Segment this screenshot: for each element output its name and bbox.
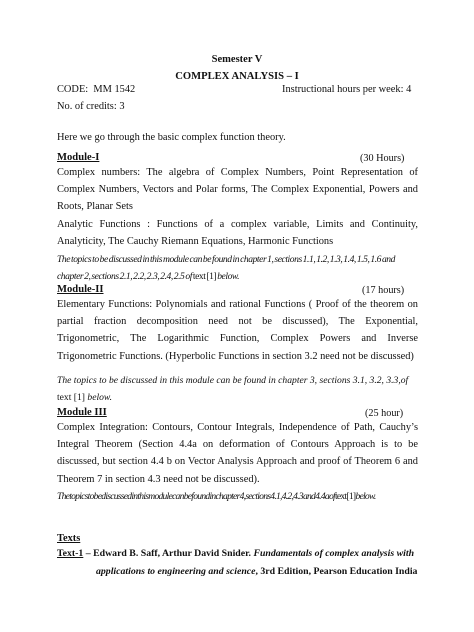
module-3-text-ref: text [1] (335, 491, 356, 502)
module-1-text-ref: text [1] (192, 271, 217, 283)
credits: No. of credits: 3 (57, 101, 125, 112)
module-2-hours: (17 hours) (362, 285, 405, 296)
module-1-topics-end: below. (217, 271, 240, 283)
text-1-title: Fundamentals of complex analysis with applications to engineering and science (96, 548, 415, 577)
module-3-topics-text: The topics to be discussed in this module can be found in chapter 4, sections 4.1, 4.2, 4.3 and 4.4a of (57, 491, 335, 502)
module-1-topics-text: The topics to be discussed in this module can be found in chapter 1, sections 1.1, 1.2, 1.3, 1.4, 1.5, 1.6 and chapter 2, sections 2.1, 2.2, 2.3, 2.4, 2.5 of (57, 254, 395, 283)
module-2-topics-text: The topics to be discussed in this module can be found in chapter 3, sections 3.1, 3.2, 3.3,of (57, 375, 409, 386)
module-2-text-ref: text [1] (57, 392, 85, 404)
text-1-label: Text-1 (57, 548, 84, 559)
module-3-heading: Module III (57, 407, 107, 418)
module-2-heading: Module-II (57, 284, 104, 295)
semester-label: Semester V (211, 54, 263, 65)
text-1-authors: Edward B. Saff, Arthur David Snider. (93, 548, 251, 559)
course-code (57, 81, 135, 98)
module-1-paragraph-2: Analytic Functions : Functions of a complex variable, Limits and Continuity, Analyticity, The Cauchy Riemann Equations, Harmonic Functions (57, 219, 418, 248)
intro-text: Here we go through the basic complex function theory. (57, 132, 286, 143)
instructional-hours: Instructional hours per week: 4 (282, 84, 412, 95)
module-3-topics-end: below. (355, 491, 376, 502)
text-1-dash: – (83, 548, 94, 559)
module-3-paragraph-1: Complex Integration: Contours, Contour Integrals, Independence of Path, Cauchy’s Integral Theorem (Section 4.4a on deformation of Contours Approach is to be discussed, but section 4.4 b on Vector Analysis Approach and proof of Theorem 6 and Theorem 7 in section 4.3 need not be discussed). (57, 422, 418, 485)
module-1-heading: Module-I (57, 152, 100, 163)
module-1-paragraph-1: Complex numbers: The algebra of Complex Numbers, Point Representation of Complex Numbers, Vectors and Polar forms, The Complex Exponential, Powers and Roots, Planar Sets (57, 167, 418, 213)
code-value: MM 1542 (93, 84, 136, 95)
module-2-paragraph-1: Elementary Functions: Polynomials and rational Functions ( Proof of the theorem on partial fraction decomposition need not be discussed), The Exponential, Trigonometric, The Logarithmic Function, Complex Powers and Inverse Trigonometric Functions. (Hyperbolic Functions in section 3.2 need not be discussed) (57, 299, 418, 362)
code-label: CODE: (57, 84, 89, 95)
course-title: COMPLEX ANALYSIS – I (175, 71, 299, 82)
module-1-hours: (30 Hours) (360, 153, 405, 164)
module-2-topics-end: below. (87, 392, 112, 404)
text-1-reference (57, 545, 457, 580)
module-3-topics (57, 488, 418, 505)
module-1-topics (57, 251, 418, 285)
text-1-edition: , 3rd Edition, Pearson Education India (255, 565, 418, 577)
module-2-topics (57, 372, 418, 406)
module-3-hours: (25 hour) (365, 408, 404, 419)
texts-heading: Texts (57, 533, 81, 544)
